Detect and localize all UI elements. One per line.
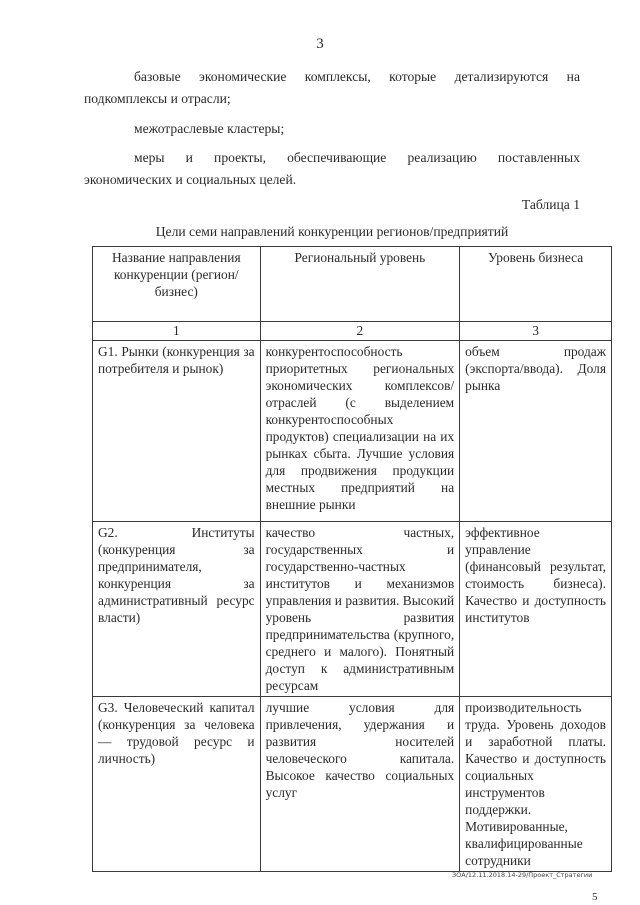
column-number-row [93,322,612,341]
footer-file-note: ЗОА/12.11.2018.14-29/Проект_Стратегии [452,871,593,879]
row-human-capital-regional: лучшие условия для привлечения, удержания и развития носителей человеческого капитала. Высокое качество социальных услуг [260,697,460,872]
column-number: 1 [93,322,261,341]
table-title: Цели семи направлений конкуренции регионов/предприятий [155,224,509,239]
row-institutions-business: эффективное управление (финансовый результат, стоимость бизнеса). Качество и доступность институтов [460,522,612,697]
table-header-row [93,247,612,322]
row-institutions-regional: качество частных, государственных и государственно-частных институтов и механизмов управления и развития. Высокий уровень развития предпринимательства (крупного, среднего и малого). Понятный доступ к административным ресурсам [260,522,460,697]
header-regional-level: Региональный уровень [260,247,460,322]
column-number: 3 [460,322,612,341]
header-business-level: Уровень бизнеса [460,247,612,322]
row-markets-regional: конкурентоспособность приоритетных региональных экономических комплексов/отраслей (с выделением конкурентоспособных продуктов) специализации на их рынках сбыта. Лучшие условия для продвижения продукции местных предприятий на внешние рынки [260,341,460,522]
table-row [93,697,612,872]
table-caption: Таблица 1 [521,197,580,212]
row-institutions-direction: G2. Институты (конкуренция за предпринимателя, конкуренция за административный ресурс власти) [93,522,261,697]
page-number: 3 [316,36,324,52]
row-human-capital-business: производительность труда. Уровень доходов и заработной платы. Качество и доступность социальных инструментов поддержки. Мотивированные, квалифицированные сотрудники [460,697,612,872]
row-markets-direction: G1. Рынки (конкуренция за потребителя и рынок) [93,341,261,522]
row-markets-business: объем продаж (экспорта/ввода). Доля рынка [460,341,612,522]
row-human-capital-direction: G3. Человеческий капитал (конкуренция за человека — трудовой ресурс и личность) [93,697,261,872]
table-row [93,341,612,522]
paragraph-clusters: межотраслевые кластеры; [134,121,285,136]
table-row [93,522,612,697]
competition-goals-table [92,246,612,872]
column-number: 2 [260,322,460,341]
paragraph-measures-projects: меры и проекты, обеспечивающие реализацию поставленных экономических и социальных целей. [84,150,580,187]
paragraph-economic-complexes: базовые экономические комплексы, которые детализируются на подкомплексы и отрасли; [84,69,580,106]
header-direction: Название направления конкуренции (регион/бизнес) [93,247,261,322]
footer-page-mark: 5 [592,891,598,903]
